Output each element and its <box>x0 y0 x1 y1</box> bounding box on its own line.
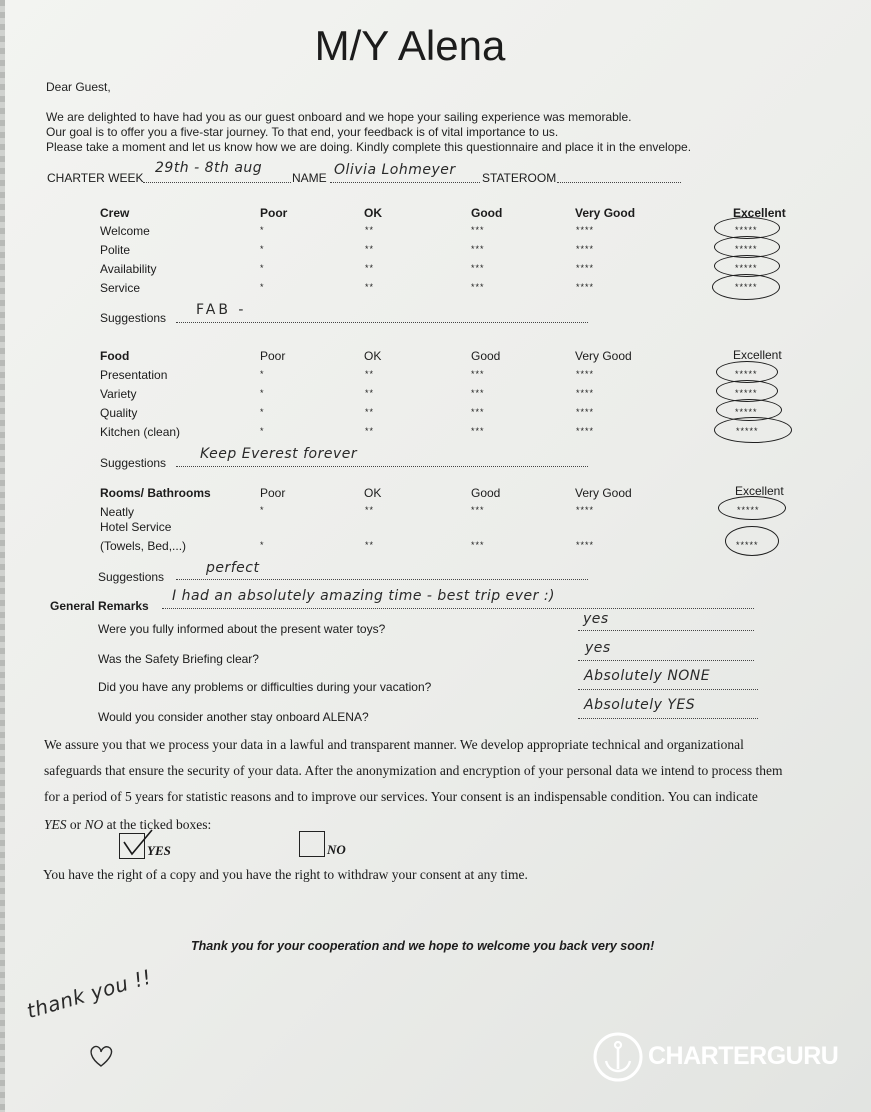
stateroom-label: STATEROOM <box>482 171 557 185</box>
star-option[interactable]: ** <box>365 263 375 273</box>
rooms-item-towels: (Towels, Bed,...) <box>100 539 187 553</box>
star-option[interactable]: * <box>260 540 265 550</box>
food-item-presentation: Presentation <box>100 368 168 382</box>
consent-no-label: NO <box>327 842 346 857</box>
thank-you-message: Thank you for your cooperation and we hope to welcome you back very soon! <box>191 939 655 953</box>
star-option[interactable]: *** <box>471 225 485 235</box>
consent-no-checkbox[interactable] <box>299 831 325 857</box>
rating-header-very-good: Very Good <box>575 349 632 363</box>
star-option[interactable]: ** <box>365 426 375 436</box>
crew-item-service: Service <box>100 281 141 295</box>
question-water-toys: Were you fully informed about the present water toys? <box>98 622 386 636</box>
answer-safety-briefing[interactable]: yes <box>585 640 611 656</box>
star-option-selected[interactable]: ***** <box>735 388 758 398</box>
star-option[interactable]: **** <box>576 244 595 254</box>
rating-header-ok: OK <box>364 486 382 500</box>
privacy-rights: You have the right of a copy and you have the right to withdraw your consent at any time. <box>43 867 528 882</box>
page-title: M/Y Alena <box>314 22 506 69</box>
consent-yes-label: YES <box>147 843 171 858</box>
star-option[interactable]: ** <box>365 540 375 550</box>
star-option[interactable]: * <box>260 505 265 515</box>
food-suggestions-field[interactable]: Keep Everest forever <box>200 446 358 462</box>
crew-item-welcome: Welcome <box>100 224 150 238</box>
star-option[interactable]: *** <box>471 407 485 417</box>
question-another-stay: Would you consider another stay onboard ALENA? <box>98 710 369 724</box>
star-option[interactable]: *** <box>471 426 485 436</box>
paper-edge <box>0 0 5 1112</box>
star-option[interactable]: *** <box>471 388 485 398</box>
star-option[interactable]: * <box>260 263 265 273</box>
section-title-food: Food <box>100 349 130 363</box>
privacy-line-2: safeguards that ensure the security of your data. After the anonymization and encryption of your personal data we intend to process them <box>44 763 783 778</box>
rating-header-excellent: Excellent <box>733 348 782 362</box>
star-option[interactable]: ** <box>365 225 375 235</box>
star-option[interactable]: *** <box>471 540 485 550</box>
charter-week-label: CHARTER WEEK <box>47 171 144 185</box>
star-option[interactable]: *** <box>471 369 485 379</box>
star-option[interactable]: * <box>260 426 265 436</box>
rating-header-excellent: Excellent <box>735 484 784 498</box>
star-option-selected[interactable]: ***** <box>735 407 758 417</box>
rating-header-good: Good <box>471 206 503 220</box>
star-option[interactable]: ** <box>365 388 375 398</box>
selected-circle <box>712 274 780 300</box>
star-option[interactable]: * <box>260 388 265 398</box>
rating-header-poor: Poor <box>260 486 286 500</box>
section-title-rooms: Rooms/ Bathrooms <box>100 486 211 500</box>
privacy-line-1: We assure you that we process your data in a lawful and transparent manner. We develop appropriate technical and organizational <box>44 737 744 752</box>
star-option-selected[interactable]: ***** <box>736 540 759 550</box>
star-option[interactable]: **** <box>576 369 595 379</box>
selected-circle <box>714 417 792 443</box>
star-option[interactable]: **** <box>576 282 595 292</box>
star-option-selected[interactable]: ***** <box>735 225 758 235</box>
rating-header-poor: Poor <box>260 349 286 363</box>
heart-icon <box>86 1040 116 1070</box>
star-option[interactable]: **** <box>576 388 595 398</box>
star-option-selected[interactable]: ***** <box>735 244 758 254</box>
star-option[interactable]: *** <box>471 244 485 254</box>
star-option[interactable]: *** <box>471 505 485 515</box>
star-option[interactable]: ** <box>365 369 375 379</box>
rating-header-ok: OK <box>364 206 382 220</box>
star-option[interactable]: **** <box>576 426 595 436</box>
crew-suggestions-label: Suggestions <box>100 311 167 325</box>
rating-header-good: Good <box>471 349 501 363</box>
name-label: NAME <box>292 171 327 185</box>
crew-suggestions-field[interactable]: FAB - <box>196 302 247 318</box>
handwritten-note: thank you !! <box>24 964 155 1024</box>
answer-water-toys[interactable]: yes <box>583 611 609 627</box>
logo-text: CHARTERGURU <box>648 1042 839 1070</box>
star-option[interactable]: ** <box>365 505 375 515</box>
star-option[interactable]: **** <box>576 407 595 417</box>
intro-line-2: Our goal is to offer you a five-star journey. To that end, your feedback is of vital importance to us. <box>46 125 559 139</box>
question-safety-briefing: Was the Safety Briefing clear? <box>98 652 259 666</box>
rooms-item-hotel-service: Hotel Service <box>100 520 172 534</box>
star-option[interactable]: ** <box>365 244 375 254</box>
star-option[interactable]: ** <box>365 407 375 417</box>
star-option[interactable]: * <box>260 407 265 417</box>
star-option-selected[interactable]: ***** <box>735 282 758 292</box>
charter-week-field[interactable]: 29th - 8th aug <box>155 160 263 176</box>
rating-header-very-good: Very Good <box>575 486 632 500</box>
star-option[interactable]: **** <box>576 225 595 235</box>
star-option-selected[interactable]: ***** <box>736 426 759 436</box>
rating-header-good: Good <box>471 486 501 500</box>
rooms-suggestions-field[interactable]: perfect <box>206 560 260 576</box>
star-option[interactable]: * <box>260 244 265 254</box>
star-option-selected[interactable]: ***** <box>737 505 760 515</box>
question-problems: Did you have any problems or difficulties during your vacation? <box>98 680 432 694</box>
star-option-selected[interactable]: ***** <box>735 369 758 379</box>
intro-line-3: Please take a moment and let us know how we are doing. Kindly complete this questionnaire and place it in the envelope. <box>46 140 692 154</box>
selected-circle <box>725 526 779 556</box>
crew-item-polite: Polite <box>100 243 131 257</box>
general-remarks-field[interactable]: I had an absolutely amazing time - best trip ever :) <box>172 588 556 604</box>
anchor-logo-icon <box>592 1031 644 1083</box>
rating-header-poor: Poor <box>260 206 288 220</box>
rating-header-excellent: Excellent <box>733 206 786 220</box>
food-item-kitchen: Kitchen (clean) <box>100 425 181 439</box>
star-option[interactable]: **** <box>576 263 595 273</box>
rooms-suggestions-label: Suggestions <box>98 570 165 584</box>
star-option[interactable]: **** <box>576 505 595 515</box>
star-option[interactable]: * <box>260 369 265 379</box>
answer-problems[interactable]: Absolutely NONE <box>584 668 711 684</box>
star-option[interactable]: **** <box>576 540 595 550</box>
privacy-line-3: for a period of 5 years for statistic reasons and to improve our services. Your consent is an indispensable condition. You can indicate <box>44 789 758 804</box>
star-option[interactable]: *** <box>471 263 485 273</box>
food-suggestions-label: Suggestions <box>100 456 167 470</box>
section-title-crew: Crew <box>100 206 130 220</box>
privacy-line-4: YES or NO at the ticked boxes: <box>44 817 212 832</box>
star-option[interactable]: * <box>260 225 265 235</box>
rooms-item-neatly: Neatly <box>100 505 135 519</box>
star-option-selected[interactable]: ***** <box>735 263 758 273</box>
selected-circle <box>718 496 786 520</box>
star-option[interactable]: *** <box>471 282 485 292</box>
general-remarks-label: General Remarks <box>50 599 149 613</box>
food-item-quality: Quality <box>100 406 138 420</box>
food-item-variety: Variety <box>100 387 137 401</box>
name-field[interactable]: Olivia Lohmeyer <box>334 162 456 178</box>
rating-header-very-good: Very Good <box>575 206 636 220</box>
answer-another-stay[interactable]: Absolutely YES <box>584 697 696 713</box>
crew-item-availability: Availability <box>100 262 157 276</box>
rating-header-ok: OK <box>364 349 382 363</box>
greeting: Dear Guest, <box>46 80 111 94</box>
intro-line-1: We are delighted to have had you as our guest onboard and we hope your sailing experience was memorable. <box>46 110 632 124</box>
star-option[interactable]: * <box>260 282 265 292</box>
star-option[interactable]: ** <box>365 282 375 292</box>
